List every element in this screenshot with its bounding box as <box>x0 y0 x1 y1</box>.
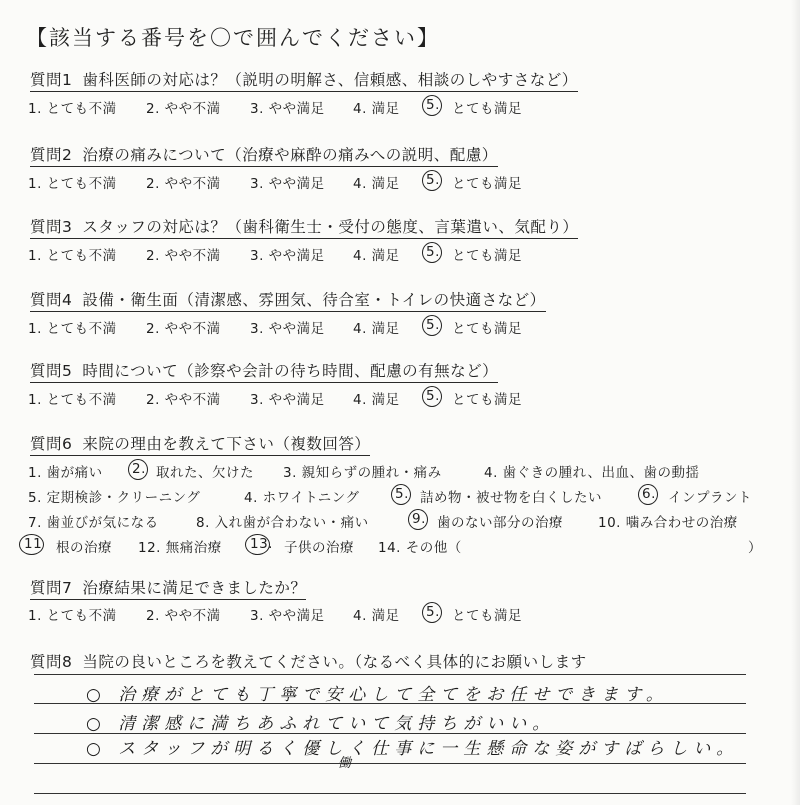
option-5-label: とても満足 <box>452 248 522 264</box>
question-number: 質問6 <box>30 435 73 453</box>
option-5[interactable]: 5. 定期検診・クリーニング <box>28 490 201 506</box>
question-text: 治療結果に満足できましたか？ <box>82 579 307 597</box>
option-7[interactable]: 7. 歯並びが気になる <box>28 515 159 531</box>
option-2[interactable]: 2. やや不満 <box>146 392 221 408</box>
writing-line <box>34 763 746 764</box>
question-number: 質問4 <box>30 291 73 309</box>
option-6-circled[interactable]: 6. <box>642 486 656 502</box>
question-1 <box>30 68 578 92</box>
paper-edge-shadow <box>791 0 800 805</box>
option-9-label: 歯のない部分の治療 <box>437 515 563 531</box>
option-11-label: 根の治療 <box>56 540 112 556</box>
option-3[interactable]: 3. 親知らずの腫れ・痛み <box>283 465 442 481</box>
option-4[interactable]: 4. 満足 <box>353 248 400 264</box>
option-2[interactable]: 2. やや不満 <box>146 321 221 337</box>
option-5-label: とても満足 <box>452 101 522 117</box>
option-3[interactable]: 3. やや満足 <box>250 321 325 337</box>
option-2[interactable]: 2. やや不満 <box>146 248 221 264</box>
writing-line <box>34 793 746 794</box>
option-5-label: とても満足 <box>452 321 522 337</box>
option-1[interactable]: 1. とても不満 <box>28 392 117 408</box>
option-12[interactable]: 12. 無痛治療 <box>138 540 222 556</box>
question-text: スタッフの対応は？（歯科衛生士・受付の態度、言葉遣い、気配り） <box>82 218 579 236</box>
option-5-label: とても満足 <box>452 608 522 624</box>
option-4[interactable]: 4. 満足 <box>353 176 400 192</box>
option-13-label: 子供の治療 <box>284 540 354 556</box>
option-5-circled[interactable]: 5. <box>426 172 440 188</box>
handwritten-answer-2: ○ 清潔感に満ちあふれていて気持ちがいい。 <box>86 714 556 734</box>
option-2-label: 取れた、欠けた <box>156 465 254 481</box>
option-3[interactable]: 3. やや満足 <box>250 176 325 192</box>
option-5-circled[interactable]: 5. <box>426 97 440 113</box>
option-4[interactable]: 4. 満足 <box>353 321 400 337</box>
option-4b[interactable]: 4. ホワイトニング <box>244 490 360 506</box>
option-4[interactable]: 4. 満足 <box>353 392 400 408</box>
option-6-label: インプラント <box>668 490 752 506</box>
question-3 <box>30 215 578 239</box>
question-6 <box>30 432 370 456</box>
handwritten-insertion: 働 <box>338 756 352 771</box>
question-number: 質問7 <box>30 579 73 597</box>
question-number: 質問3 <box>30 218 73 236</box>
option-4[interactable]: 4. 歯ぐきの腫れ、出血、歯の動揺 <box>484 465 700 481</box>
handwritten-answer-1: ○ 治療がとても丁寧で安心して全てをお任せできます。 <box>86 685 669 705</box>
option-1[interactable]: 1. とても不満 <box>28 608 117 624</box>
option-5b-label: 詰め物・被せ物を白くしたい <box>420 490 602 506</box>
option-4[interactable]: 4. 満足 <box>353 101 400 117</box>
question-text: 当院の良いところを教えてください。（なるべく具体的にお願いします <box>82 653 587 671</box>
option-5-circled[interactable]: 5. <box>426 244 440 260</box>
option-5-circled[interactable]: 5. <box>426 317 440 333</box>
option-3[interactable]: 3. やや満足 <box>250 608 325 624</box>
question-7 <box>30 576 306 600</box>
question-text: 設備・衛生面（清潔感、雰囲気、待合室・トイレの快適さなど） <box>82 291 546 309</box>
option-5b-circled[interactable]: 5. <box>395 486 409 502</box>
option-1[interactable]: 1. 歯が痛い <box>28 465 103 481</box>
option-14[interactable]: 14. その他（ <box>378 540 462 556</box>
instruction-heading: 【該当する番号を〇で囲んでください】 <box>26 26 440 50</box>
option-2[interactable]: 2. やや不満 <box>146 608 221 624</box>
question-2 <box>30 143 498 167</box>
option-5-circled[interactable]: 5. <box>426 604 440 620</box>
option-5-label: とても満足 <box>452 392 522 408</box>
option-5-label: とても満足 <box>452 176 522 192</box>
option-3[interactable]: 3. やや満足 <box>250 248 325 264</box>
question-5 <box>30 359 498 383</box>
option-8[interactable]: 8. 入れ歯が合わない・痛い <box>196 515 369 531</box>
option-9-circled[interactable]: 9. <box>412 511 426 527</box>
option-10[interactable]: 10. 噛み合わせの治療 <box>598 515 738 531</box>
option-1[interactable]: 1. とても不満 <box>28 176 117 192</box>
option-5-circled[interactable]: 5. <box>426 388 440 404</box>
question-text: 来院の理由を教えて下さい（複数回答） <box>82 435 371 453</box>
option-11-circled[interactable]: 11 <box>24 536 43 552</box>
option-13-circled[interactable]: 13. <box>250 536 273 552</box>
question-text: 歯科医師の対応は？（説明の明解さ、信頼感、相談のしやすさなど） <box>82 71 578 89</box>
question-number: 質問1 <box>30 71 73 89</box>
handwritten-answer-3: ○ スタッフが明るく優しく仕事に一生懸命な姿がすばらしい。 <box>86 739 740 759</box>
option-4[interactable]: 4. 満足 <box>353 608 400 624</box>
question-4 <box>30 288 546 312</box>
question-number: 質問5 <box>30 362 73 380</box>
option-3[interactable]: 3. やや満足 <box>250 392 325 408</box>
question-8 <box>30 650 587 672</box>
question-text: 時間について（診察や会計の待ち時間、配慮の有無など） <box>82 362 499 380</box>
option-2[interactable]: 2. やや不満 <box>146 101 221 117</box>
option-1[interactable]: 1. とても不満 <box>28 248 117 264</box>
question-text: 治療の痛みについて（治療や麻酔の痛みへの説明、配慮） <box>82 146 498 164</box>
question-number: 質問8 <box>30 653 73 671</box>
option-14-close: ） <box>748 540 762 556</box>
question-number: 質問2 <box>30 146 73 164</box>
writing-line <box>34 674 746 675</box>
option-1[interactable]: 1. とても不満 <box>28 101 117 117</box>
option-3[interactable]: 3. やや満足 <box>250 101 325 117</box>
option-1[interactable]: 1. とても不満 <box>28 321 117 337</box>
option-2[interactable]: 2. やや不満 <box>146 176 221 192</box>
option-2-circled[interactable]: 2. <box>132 461 146 477</box>
